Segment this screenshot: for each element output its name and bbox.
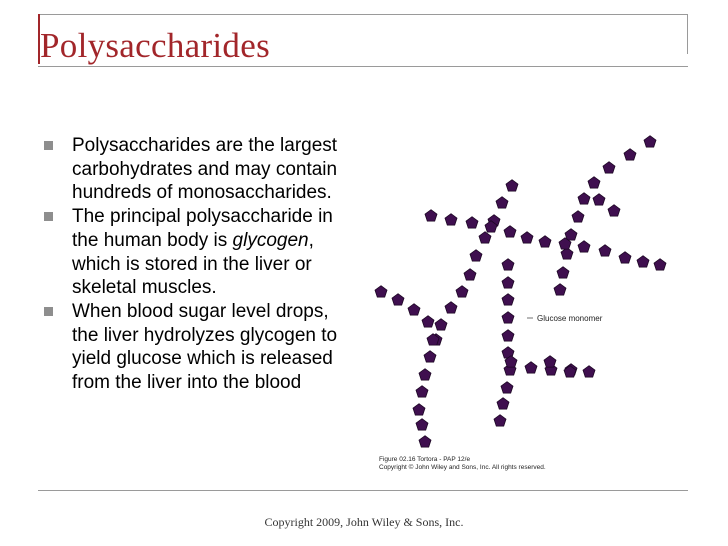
glucose-monomer-icon bbox=[521, 232, 533, 243]
glucose-monomer-icon bbox=[504, 226, 516, 237]
glucose-monomer-icon bbox=[588, 177, 600, 188]
glucose-monomer-icon bbox=[445, 302, 457, 313]
glucose-monomer-icon bbox=[419, 369, 431, 380]
caption-line-1: Figure 02.16 Tortora - PAP 12/e bbox=[379, 456, 471, 463]
bullet-text-post: , which is stored in the liver or skeletal muscles. bbox=[72, 229, 314, 299]
glucose-monomer-icon bbox=[445, 214, 457, 225]
footer-copyright: Copyright 2009, John Wiley & Sons, Inc. bbox=[264, 515, 464, 529]
glucose-monomer-icon bbox=[572, 211, 584, 222]
glucose-monomer-icon bbox=[525, 362, 537, 373]
glucose-monomer-icon bbox=[375, 286, 387, 297]
glucose-monomer-icon bbox=[544, 356, 556, 367]
glucose-monomer-icon bbox=[624, 149, 636, 160]
glucose-monomer-icon bbox=[479, 232, 491, 243]
glucose-monomer-icon bbox=[502, 277, 514, 288]
glucose-monomer-icon bbox=[557, 267, 569, 278]
glucose-monomer-icon bbox=[464, 269, 476, 280]
glucose-monomer-icon bbox=[578, 193, 590, 204]
glucose-monomer-icon bbox=[422, 316, 434, 327]
glucose-monomer-icon bbox=[654, 259, 666, 270]
caption-line-2: Copyright © John Wiley and Sons, Inc. All rights reserved. bbox=[379, 464, 546, 471]
glucose-monomer-icon bbox=[608, 205, 620, 216]
glucose-monomer-icon bbox=[435, 319, 447, 330]
glucose-monomer-icon bbox=[502, 294, 514, 305]
glucose-monomer-icon bbox=[470, 250, 482, 261]
slide-title: Polysaccharides bbox=[40, 26, 270, 65]
glucose-monomer-icon bbox=[583, 366, 595, 377]
glucose-monomer-icon bbox=[424, 351, 436, 362]
glucose-monomer-icon bbox=[419, 436, 431, 447]
glucose-monomer-icon bbox=[496, 197, 508, 208]
glucose-monomer-icon bbox=[392, 294, 404, 305]
glucose-monomer-icon bbox=[506, 180, 518, 191]
glucose-monomer-icon bbox=[501, 382, 513, 393]
glucose-monomer-icon bbox=[599, 245, 611, 256]
glucose-monomer-icon bbox=[408, 304, 420, 315]
glucose-monomer-icon bbox=[456, 286, 468, 297]
bullet-text: When blood sugar level drops, the liver hydrolyzes glycogen to yield glucose which is released from the liver into the blood bbox=[72, 300, 338, 394]
glucose-monomer-icon bbox=[425, 210, 437, 221]
glucose-monomer-icon bbox=[413, 404, 425, 415]
glucose-monomer-icon bbox=[416, 386, 428, 397]
glucose-monomer-icon bbox=[593, 194, 605, 205]
glucose-monomer-label: Glucose monomer bbox=[537, 314, 603, 323]
glucose-monomer-icon bbox=[565, 229, 577, 240]
glucose-monomer-icon bbox=[578, 241, 590, 252]
glucose-monomer-icon bbox=[539, 236, 551, 247]
glucose-monomer-icon bbox=[497, 398, 509, 409]
glucose-monomer-icon bbox=[502, 259, 514, 270]
glucose-monomer-icon bbox=[466, 217, 478, 228]
glucose-monomer-icon bbox=[619, 252, 631, 263]
bullet-text-pre: The principal polysaccharide in the human body is bbox=[72, 206, 333, 251]
figure-caption bbox=[379, 456, 546, 472]
bullet-text: Polysaccharides are the largest carbohydrates and may contain hundreds of monosaccharides. bbox=[72, 135, 338, 204]
glucose-monomer-icon bbox=[603, 162, 615, 173]
glucose-monomer-icon bbox=[644, 136, 656, 147]
glucose-monomer-icon bbox=[637, 256, 649, 267]
glucose-monomer-icon bbox=[502, 330, 514, 341]
bullet-emphasis: glycogen bbox=[232, 229, 309, 251]
glucose-monomer-icon bbox=[554, 284, 566, 295]
glucose-monomer-icon bbox=[502, 312, 514, 323]
glucose-monomer-icon bbox=[416, 419, 428, 430]
glucose-monomer-icon bbox=[494, 415, 506, 426]
